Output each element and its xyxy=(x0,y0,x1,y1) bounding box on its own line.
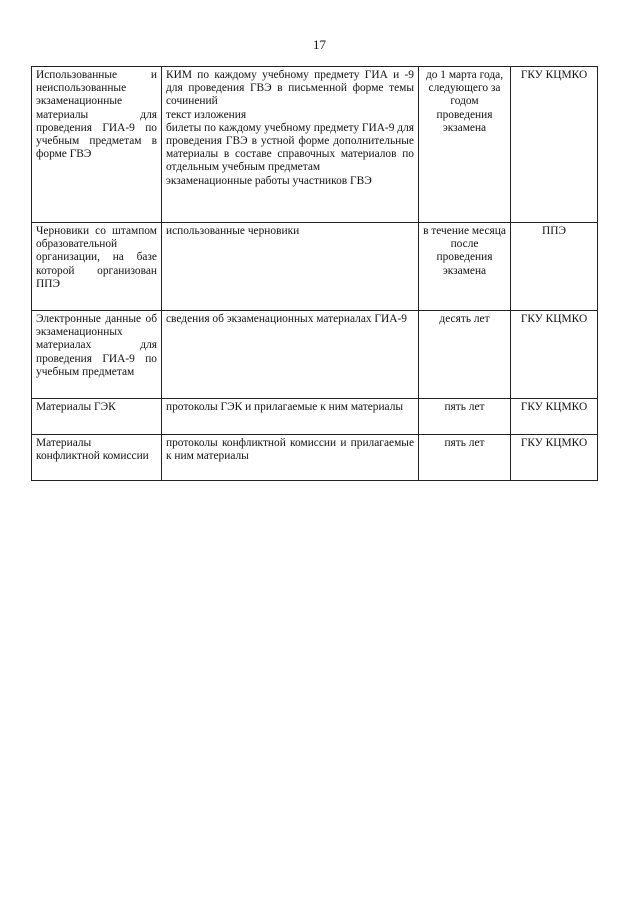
storage-term-cell xyxy=(419,311,511,399)
storage-term-cell xyxy=(419,223,511,311)
table-row xyxy=(32,223,598,311)
material-category-cell xyxy=(32,223,162,311)
material-content-item: протоколы конфликтной комиссии и прилагаемые к ним материалы xyxy=(166,437,414,463)
material-category-cell xyxy=(32,311,162,399)
storage-term-cell xyxy=(419,67,511,223)
table-row xyxy=(32,67,598,223)
material-contents-cell xyxy=(162,311,419,399)
material-category: Использованные и неиспользованные экзаменационные материалы для проведения ГИА-9 по учебным предметам в форме ГВЭ xyxy=(36,69,157,161)
material-category: Материалы ГЭК xyxy=(36,401,116,413)
storage-records-table xyxy=(31,66,598,481)
material-contents-cell xyxy=(162,67,419,223)
material-content-item: экзаменационные работы участников ГВЭ xyxy=(166,174,372,187)
material-category-cell xyxy=(32,435,162,481)
material-category-cell xyxy=(32,67,162,223)
material-content-item: использованные черновики xyxy=(166,225,300,237)
table-row xyxy=(32,435,598,481)
material-content-item: протоколы ГЭК и прилагаемые к ним материалы xyxy=(166,401,404,413)
table-row xyxy=(32,399,598,435)
storage-keeper: ГКУ КЦМКО xyxy=(520,401,588,413)
storage-term: пять лет xyxy=(444,401,485,413)
material-contents-cell xyxy=(162,223,419,311)
storage-term: пять лет xyxy=(444,437,485,449)
storage-keeper-cell xyxy=(511,311,598,399)
material-category: Электронные данные об экзаменационных материалах для проведения ГИА-9 по учебным предметам xyxy=(36,313,157,378)
storage-keeper-cell xyxy=(511,399,598,435)
storage-keeper: ГКУ КЦМКО xyxy=(520,69,588,81)
page-number: 17 xyxy=(313,37,326,52)
storage-term: до 1 марта года, следующего за годом проведения экзамена xyxy=(425,69,504,134)
material-category-cell xyxy=(32,399,162,435)
storage-keeper-cell xyxy=(511,67,598,223)
material-category: Материалы конфликтной комиссии xyxy=(36,437,149,463)
material-content-item: текст изложения xyxy=(166,108,247,121)
material-category: Черновики со штампом образовательной организации, на базе которой организован ППЭ xyxy=(36,225,157,290)
material-contents-cell xyxy=(162,435,419,481)
storage-term-cell xyxy=(419,399,511,435)
storage-term: в течение месяца после проведения экзамена xyxy=(423,225,506,277)
table-row xyxy=(32,311,598,399)
storage-keeper: ППЭ xyxy=(542,225,566,237)
material-content-item: билеты по каждому учебному предмету ГИА-9 для проведения ГВЭ в устной форме дополнительные материалы в составе справочных материалов по отдельным учебным предметам xyxy=(166,121,414,174)
storage-keeper: ГКУ КЦМКО xyxy=(520,437,588,449)
material-content-item: КИМ по каждому учебному предмету ГИА и -9 для проведения ГВЭ в письменной форме темы сочинений xyxy=(166,69,414,108)
material-contents-cell xyxy=(162,399,419,435)
material-content-item: сведения об экзаменационных материалах ГИА-9 xyxy=(166,313,407,325)
storage-term-cell xyxy=(419,435,511,481)
storage-keeper: ГКУ КЦМКО xyxy=(520,313,588,325)
storage-keeper-cell xyxy=(511,223,598,311)
storage-term: десять лет xyxy=(439,313,490,325)
storage-keeper-cell xyxy=(511,435,598,481)
